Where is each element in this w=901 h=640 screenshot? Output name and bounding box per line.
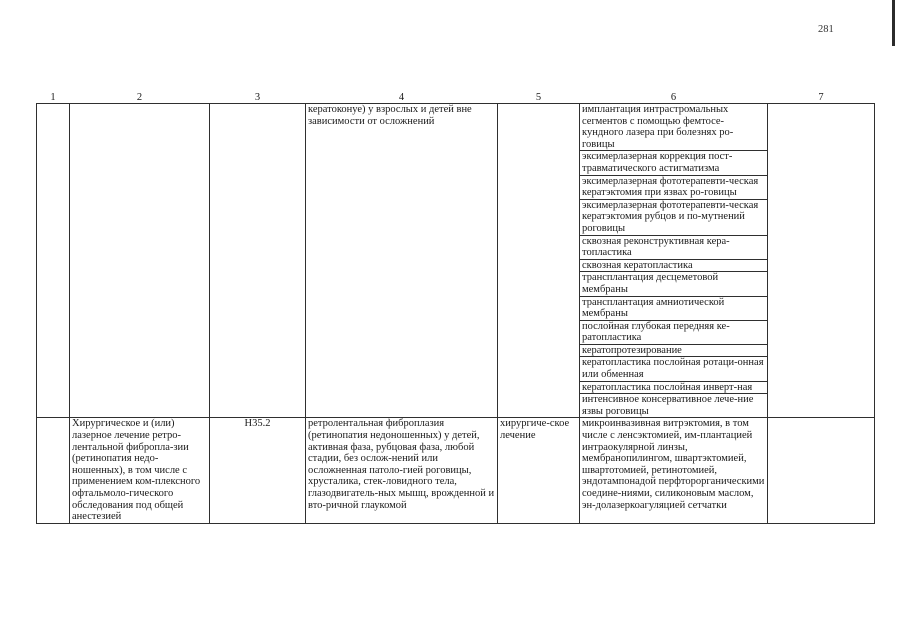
procedure-cell: эксимерлазерная фототерапевти-ческая кератэктомия при язвах ро-говицы — [580, 175, 768, 199]
cell-treatment: хирургиче-ское лечение — [498, 418, 580, 523]
column-header: 3 — [210, 93, 306, 104]
cell-treatment — [498, 104, 580, 418]
procedure-cell: кератопластика послойная ротаци-онная или обменная — [580, 357, 768, 381]
cell-num — [37, 418, 70, 523]
cell-num — [37, 104, 70, 418]
cell-description: кератоконуе) у взрослых и детей вне зависимости от осложнений — [306, 104, 498, 418]
cell-cost — [768, 418, 875, 523]
column-number-row — [37, 93, 875, 104]
procedure-cell: имплантация интрастромальных сегментов с помощью фемтосе-кундного лазера при болезнях ро-говицы — [580, 104, 768, 151]
table-row — [37, 418, 875, 523]
procedure-cell: сквозная кератопластика — [580, 259, 768, 272]
page-number: 281 — [818, 24, 834, 35]
column-header: 7 — [768, 93, 875, 104]
procedure-cell: трансплантация десцеметовой мембраны — [580, 272, 768, 296]
scan-edge-mark — [892, 0, 895, 46]
procedure-cell: интенсивное консервативное лече-ние язвы роговицы — [580, 394, 768, 418]
column-header: 5 — [498, 93, 580, 104]
cell-cost — [768, 104, 875, 418]
cell-code — [210, 104, 306, 418]
cell-name — [70, 104, 210, 418]
column-header: 1 — [37, 93, 70, 104]
procedure-cell: послойная глубокая передняя ке-ратопластика — [580, 320, 768, 344]
procedure-cell: эксимерлазерная коррекция пост-травматического астигматизма — [580, 151, 768, 175]
procedure-cell: кератопластика послойная инверт-ная — [580, 381, 768, 394]
column-header: 2 — [70, 93, 210, 104]
procedure-cell: сквозная реконструктивная кера-топластика — [580, 235, 768, 259]
cell-description: ретролентальная фиброплазия (ретинопатия недоношенных) у детей, активная фаза, рубцовая фаза, любой стадии, без ослож-нений или осложненная патоло-гией роговицы, хрусталика, стек-ловидного тела, глазодвигатель-ных мышц, врожденной и вто-ричной глаукомой — [306, 418, 498, 523]
procedure-cell: кератопротезирование — [580, 344, 768, 357]
column-header: 6 — [580, 93, 768, 104]
cell-name: Хирургическое и (или) лазерное лечение ретро-лентальной фиброплa-зии (ретинопатия недо-ношенных), в том числе с применением ком-плексного офтальмоло-гического обследования под общей анестезией — [70, 418, 210, 523]
cell-code: H35.2 — [210, 418, 306, 523]
medical-services-table — [36, 93, 875, 524]
column-header: 4 — [306, 93, 498, 104]
procedure-cell: микроинвазивная витрэктомия, в том числе с ленсэктомией, им-плантацией интраокулярной линзы, мембранопилингом, швартэктомией, швартотомией, ретинотомией, эндотампонадой перфторорганическими соедине-ниями, силиконовым маслом, эн-долазеркоагуляцией сетчатки — [580, 418, 768, 523]
procedure-cell: эксимерлазерная фототерапевти-ческая кератэктомия рубцов и по-мутнений роговицы — [580, 199, 768, 235]
table-row — [37, 104, 875, 151]
procedure-cell: трансплантация амниотической мембраны — [580, 296, 768, 320]
